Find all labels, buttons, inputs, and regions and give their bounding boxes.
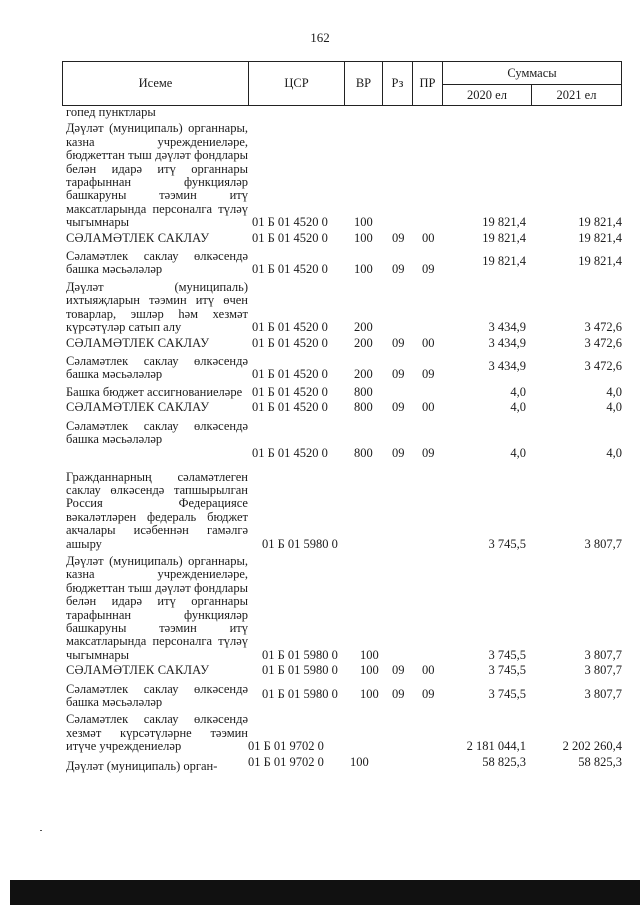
row-name: Дәүләт (муниципаль) орган- xyxy=(66,758,218,773)
row-vr: 100 xyxy=(360,687,379,702)
row-sum-2020: 3 745,5 xyxy=(488,687,526,702)
table-row xyxy=(62,337,622,350)
row-csr: 01 Б 01 5980 0 xyxy=(262,647,338,662)
table-row xyxy=(62,122,622,229)
table-row xyxy=(62,281,622,335)
header-csr: ЦСР xyxy=(249,62,345,105)
row-sum-2021: 3 472,6 xyxy=(584,359,622,374)
row-csr: 01 Б 01 4520 0 xyxy=(252,446,328,461)
table-body xyxy=(62,106,622,773)
row-rz: 09 xyxy=(392,400,405,415)
row-csr: 01 Б 01 4520 0 xyxy=(252,230,328,245)
row-sum-2020: 3 745,5 xyxy=(488,647,526,662)
row-csr: 01 Б 01 5980 0 xyxy=(262,687,338,702)
row-sum-2021: 3 807,7 xyxy=(584,687,622,702)
row-rz: 09 xyxy=(392,335,405,350)
row-sum-2020: 2 181 044,1 xyxy=(466,739,526,754)
row-name: Сәламәтлек саклау өлкәсендә башка мәсьәләләр xyxy=(66,681,248,710)
row-name: СӘЛАМӘТЛЕК САКЛАУ xyxy=(66,400,210,415)
row-pr: 09 xyxy=(422,262,435,277)
row-rz: 09 xyxy=(392,446,405,461)
table-row xyxy=(62,664,622,677)
page-number: 162 xyxy=(310,30,330,45)
table-row xyxy=(62,713,622,753)
table-row xyxy=(62,232,622,245)
row-name: Гражданнарның сәламәтлеген саклау өлкәсендә тапшырылган Россия Федерациясе вәкаләтләрен федераль бюджет акчалары исәбеннән гамәлгә ашыру xyxy=(66,469,248,551)
header-sums: Суммасы xyxy=(507,65,557,80)
header-2021: 2021 ел xyxy=(532,84,621,105)
row-csr: 01 Б 01 9702 0 xyxy=(248,739,324,754)
row-sum-2020: 19 821,4 xyxy=(482,215,526,230)
header-2020: 2020 ел xyxy=(443,84,532,105)
row-sum-2021: 3 472,6 xyxy=(584,335,622,350)
row-sum-2020: 4,0 xyxy=(510,400,526,415)
header-name: Исеме xyxy=(63,62,249,105)
row-sum-2021: 3 807,7 xyxy=(584,647,622,662)
table-row xyxy=(62,471,622,551)
row-pr: 09 xyxy=(422,367,435,382)
row-sum-2020: 4,0 xyxy=(510,446,526,461)
header-vr: ВР xyxy=(345,62,383,105)
row-vr: 200 xyxy=(354,320,373,335)
row-pr: 00 xyxy=(422,335,435,350)
row-vr: 200 xyxy=(354,335,373,350)
row-sum-2020: 58 825,3 xyxy=(482,754,526,769)
row-vr: 800 xyxy=(354,400,373,415)
row-vr: 100 xyxy=(354,262,373,277)
row-name: СӘЛАМӘТЛЕК САКЛАУ xyxy=(66,335,210,350)
header-rz: Рз xyxy=(383,62,413,105)
row-rz: 09 xyxy=(392,687,405,702)
row-name: Башка бюджет ассигнованиеләре xyxy=(66,384,243,399)
row-rz: 09 xyxy=(392,230,405,245)
row-sum-2021: 4,0 xyxy=(606,446,622,461)
row-sum-2021: 19 821,4 xyxy=(578,254,622,269)
row-vr: 200 xyxy=(354,367,373,382)
row-sum-2021: 3 807,7 xyxy=(584,536,622,551)
row-sum-2021: 3 807,7 xyxy=(584,663,622,678)
row-sum-2021: 19 821,4 xyxy=(578,230,622,245)
row-sum-2021: 4,0 xyxy=(606,400,622,415)
row-csr: 01 Б 01 4520 0 xyxy=(252,320,328,335)
row-pr: 00 xyxy=(422,663,435,678)
row-vr: 100 xyxy=(354,230,373,245)
table-row xyxy=(62,355,622,382)
row-sum-2021: 2 202 260,4 xyxy=(562,739,622,754)
row-name: Дәүләт (муниципаль) органнары, казна учреждениеләре, бюджеттан тыш дәүләт фондлары белән идарә итү органнары тарафыннан функцияләр башкаруны тәэмин итү максатларында персоналга түләү чыгымнары xyxy=(66,121,248,230)
row-sum-2021: 4,0 xyxy=(606,384,622,399)
row-sum-2020: 3 434,9 xyxy=(488,335,526,350)
row-sum-2020: 19 821,4 xyxy=(482,254,526,269)
row-csr: 01 Б 01 5980 0 xyxy=(262,663,338,678)
row-vr: 100 xyxy=(354,215,373,230)
row-pr: 00 xyxy=(422,230,435,245)
row-vr: 100 xyxy=(350,754,369,769)
row-csr: 01 Б 01 4520 0 xyxy=(252,262,328,277)
row-sum-2020: 3 434,9 xyxy=(488,359,526,374)
row-name: гопед пунктлары xyxy=(66,105,156,119)
table-header xyxy=(62,61,622,106)
row-pr: 00 xyxy=(422,400,435,415)
scan-speck xyxy=(40,830,42,831)
row-name: СӘЛАМӘТЛЕК САКЛАУ xyxy=(66,230,210,245)
row-name: Сәламәтлек саклау өлкәсендә башка мәсьәләләр xyxy=(66,418,248,446)
table-row xyxy=(62,555,622,662)
row-sum-2020: 19 821,4 xyxy=(482,230,526,245)
row-name: Сәламәтлек саклау өлкәсендә башка мәсьәләләр xyxy=(66,249,248,277)
row-sum-2020: 3 745,5 xyxy=(488,536,526,551)
row-name: Сәламәтлек саклау өлкәсендә башка мәсьәләләр xyxy=(66,353,248,382)
row-csr: 01 Б 01 4520 0 xyxy=(252,215,328,230)
row-rz: 09 xyxy=(392,367,405,382)
row-pr: 09 xyxy=(422,687,435,702)
row-name: Сәламәтлек саклау өлкәсендә хезмәт күрсәтүләрне тәэмин итүче учреждениеләр xyxy=(66,712,248,754)
table-row xyxy=(62,754,622,773)
row-vr: 800 xyxy=(354,446,373,461)
table-row xyxy=(62,683,622,710)
row-csr: 01 Б 01 4520 0 xyxy=(252,367,328,382)
scan-edge-bar xyxy=(10,880,640,905)
row-sum-2021: 58 825,3 xyxy=(578,754,622,769)
row-sum-2020: 3 745,5 xyxy=(488,663,526,678)
row-csr: 01 Б 01 4520 0 xyxy=(252,400,328,415)
row-rz: 09 xyxy=(392,663,405,678)
row-name: Дәүләт (муниципаль) ихтыяҗларын тәэмин итү өчен товарлар, эшләр һәм хезмәт күрсәтүләр сатып алу xyxy=(66,279,248,335)
table-row xyxy=(62,106,622,119)
row-name: Дәүләт (муниципаль) органнары, казна учреждениеләре, бюджеттан тыш дәүләт фондлары белән идарә итү органнары тарафыннан функцияләр башкаруны тәэмин итү максатларында персоналга түләү чыгымнары xyxy=(66,553,248,662)
row-pr: 09 xyxy=(422,446,435,461)
row-name: СӘЛАМӘТЛЕК САКЛАУ xyxy=(66,663,210,678)
table-row xyxy=(62,401,622,414)
row-sum-2020: 4,0 xyxy=(510,384,526,399)
row-vr: 100 xyxy=(360,647,379,662)
row-rz: 09 xyxy=(392,262,405,277)
row-csr: 01 Б 01 4520 0 xyxy=(252,384,328,399)
table-row xyxy=(62,420,622,461)
row-sum-2020: 3 434,9 xyxy=(488,320,526,335)
row-csr: 01 Б 01 4520 0 xyxy=(252,335,328,350)
row-vr: 100 xyxy=(360,663,379,678)
table-row xyxy=(62,250,622,277)
row-vr: 800 xyxy=(354,384,373,399)
row-csr: 01 Б 01 5980 0 xyxy=(262,536,338,551)
row-sum-2021: 19 821,4 xyxy=(578,215,622,230)
row-csr: 01 Б 01 9702 0 xyxy=(248,754,324,769)
table-row xyxy=(62,386,622,399)
row-sum-2021: 3 472,6 xyxy=(584,320,622,335)
header-pr: ПР xyxy=(413,62,443,105)
